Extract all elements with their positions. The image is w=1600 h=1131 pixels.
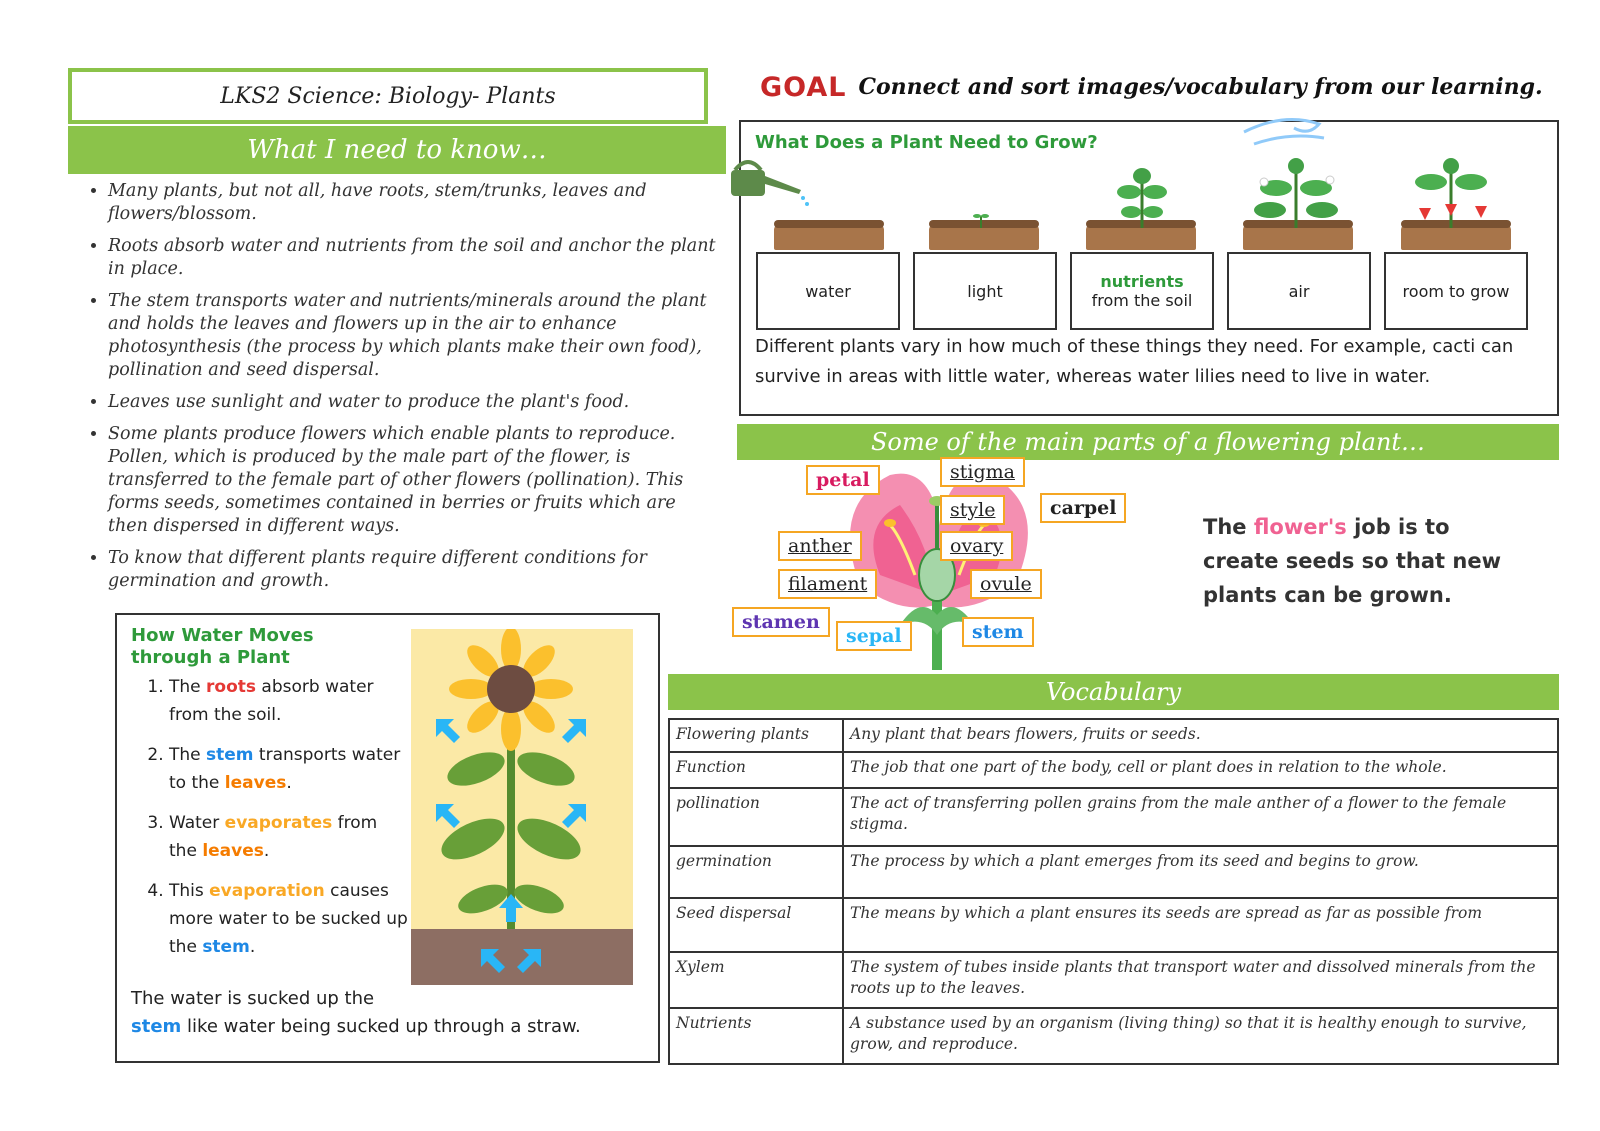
goal-text: Connect and sort images/vocabulary from our learning. bbox=[858, 74, 1543, 100]
table-row bbox=[669, 719, 1558, 752]
needs-title: What Does a Plant Need to Grow? bbox=[755, 132, 1098, 153]
water-title: How Water Moves through a Plant bbox=[131, 625, 314, 668]
goal-word: GOAL bbox=[760, 71, 847, 103]
need-room bbox=[1384, 252, 1528, 330]
seedling-icon bbox=[971, 208, 991, 228]
water-steps bbox=[141, 673, 409, 973]
list-item: • Many plants, but not all, have roots, stem/trunks, leaves and flowers/blossom. bbox=[108, 180, 720, 226]
flower-job-text bbox=[1203, 510, 1503, 612]
plant-needs-panel bbox=[739, 120, 1559, 416]
goal-banner bbox=[760, 70, 1560, 104]
need-label: light bbox=[967, 281, 1003, 301]
need-label: room to grow bbox=[1402, 281, 1510, 301]
vocab-def: The job that one part of the body, cell or plant does in relation to the whole. bbox=[843, 752, 1558, 788]
need-air bbox=[1227, 252, 1371, 330]
needs-description: Different plants vary in how much of these things they need. For example, cacti can survive in areas with little water, whereas water lilies need to live in water. bbox=[755, 336, 1514, 387]
need-label: water bbox=[805, 281, 851, 301]
vocab-term: Xylem bbox=[669, 952, 843, 1008]
plant-icon bbox=[1109, 162, 1175, 228]
job-pre: The bbox=[1203, 515, 1247, 539]
table-row bbox=[669, 788, 1558, 846]
table-row bbox=[669, 752, 1558, 788]
need-label-top: nutrients bbox=[1100, 272, 1184, 291]
vocab-table bbox=[668, 718, 1559, 1065]
vocab-term: Function bbox=[669, 752, 843, 788]
table-row bbox=[669, 1008, 1558, 1064]
table-row bbox=[669, 898, 1558, 952]
flowering-plant-icon bbox=[1246, 152, 1346, 228]
label-stem: stem bbox=[962, 617, 1034, 647]
water-summary: The water is sucked up the stem like water being sucked up through a straw. bbox=[131, 988, 581, 1037]
flower-diagram bbox=[740, 461, 1160, 675]
vocab-def: The means by which a plant ensures its seeds are spread as far as possible from bbox=[843, 898, 1558, 952]
list-item: 1. The roots absorb water from the soil. bbox=[169, 673, 409, 729]
parts-heading: Some of the main parts of a flowering plant… bbox=[737, 424, 1559, 460]
know-heading: What I need to know… bbox=[68, 126, 726, 174]
vocab-term: Seed dispersal bbox=[669, 898, 843, 952]
list-item: • Roots absorb water and nutrients from the soil and anchor the plant in place. bbox=[108, 235, 720, 281]
vocab-def: The act of transferring pollen grains from the male anther of a flower to the female stigma. bbox=[843, 788, 1558, 846]
table-row bbox=[669, 846, 1558, 898]
label-carpel: carpel bbox=[1040, 493, 1126, 523]
label-anther: anther bbox=[778, 531, 862, 561]
vocab-def: The process by which a plant emerges from its seed and begins to grow. bbox=[843, 846, 1558, 898]
list-item: 2. The stem transports water to the leaves. bbox=[169, 741, 409, 797]
label-ovary: ovary bbox=[940, 531, 1013, 561]
vocab-term: pollination bbox=[669, 788, 843, 846]
job-post: job is to create seeds so that new plants can be grown. bbox=[1203, 515, 1501, 607]
watering-can-icon bbox=[721, 152, 811, 212]
vocab-def: A substance used by an organism (living thing) so that it is healthy enough to survive, grow, and reproduce. bbox=[843, 1008, 1558, 1064]
list-item: • The stem transports water and nutrients/minerals around the plant and holds the leaves and flowers up in the air to enhance photosynthesis (the process by which plants make their own food), pollination and seed dispersal. bbox=[108, 290, 720, 382]
vocab-term: Flowering plants bbox=[669, 719, 843, 752]
label-style: style bbox=[940, 495, 1005, 525]
vocab-def: Any plant that bears flowers, fruits or seeds. bbox=[843, 719, 1558, 752]
know-list bbox=[80, 180, 720, 602]
table-row bbox=[669, 952, 1558, 1008]
label-stamen: stamen bbox=[732, 607, 830, 637]
strawberry-plant-icon bbox=[1401, 152, 1501, 228]
water-movement-panel bbox=[115, 613, 660, 1063]
need-water bbox=[756, 252, 900, 330]
label-stigma: stigma bbox=[940, 457, 1025, 487]
list-item: • To know that different plants require different conditions for germination and growth. bbox=[108, 547, 720, 593]
need-light bbox=[913, 252, 1057, 330]
label-ovule: ovule bbox=[970, 569, 1042, 599]
soil-icon bbox=[774, 224, 884, 250]
list-item: 3. Water evaporates from the leaves. bbox=[169, 809, 409, 865]
list-item: 4. This evaporation causes more water to be sucked up the stem. bbox=[169, 877, 409, 961]
need-nutrients bbox=[1070, 252, 1214, 330]
need-label: from the soil bbox=[1091, 291, 1193, 310]
list-item: • Some plants produce flowers which enable plants to reproduce. Pollen, which is produced by the male part of the flower, is transferred to the female part of other flowers (pollination). This forms seeds, sometimes contained in berries or fruits which are then dispersed in different ways. bbox=[108, 423, 720, 538]
page-title: LKS2 Science: Biology- Plants bbox=[68, 68, 708, 124]
list-item: • Leaves use sunlight and water to produce the plant's food. bbox=[108, 391, 720, 414]
label-filament: filament bbox=[778, 569, 877, 599]
label-sepal: sepal bbox=[836, 621, 912, 651]
sunflower-image bbox=[411, 629, 633, 985]
vocab-heading: Vocabulary bbox=[668, 674, 1559, 710]
job-highlight: flower's bbox=[1253, 515, 1347, 539]
vocab-term: Nutrients bbox=[669, 1008, 843, 1064]
label-petal: petal bbox=[806, 465, 880, 495]
sunflower-icon bbox=[411, 629, 633, 985]
air-swirl-icon bbox=[1239, 112, 1329, 152]
need-label: air bbox=[1288, 281, 1310, 301]
vocab-def: The system of tubes inside plants that transport water and dissolved minerals from the roots up to the leaves. bbox=[843, 952, 1558, 1008]
vocab-term: germination bbox=[669, 846, 843, 898]
